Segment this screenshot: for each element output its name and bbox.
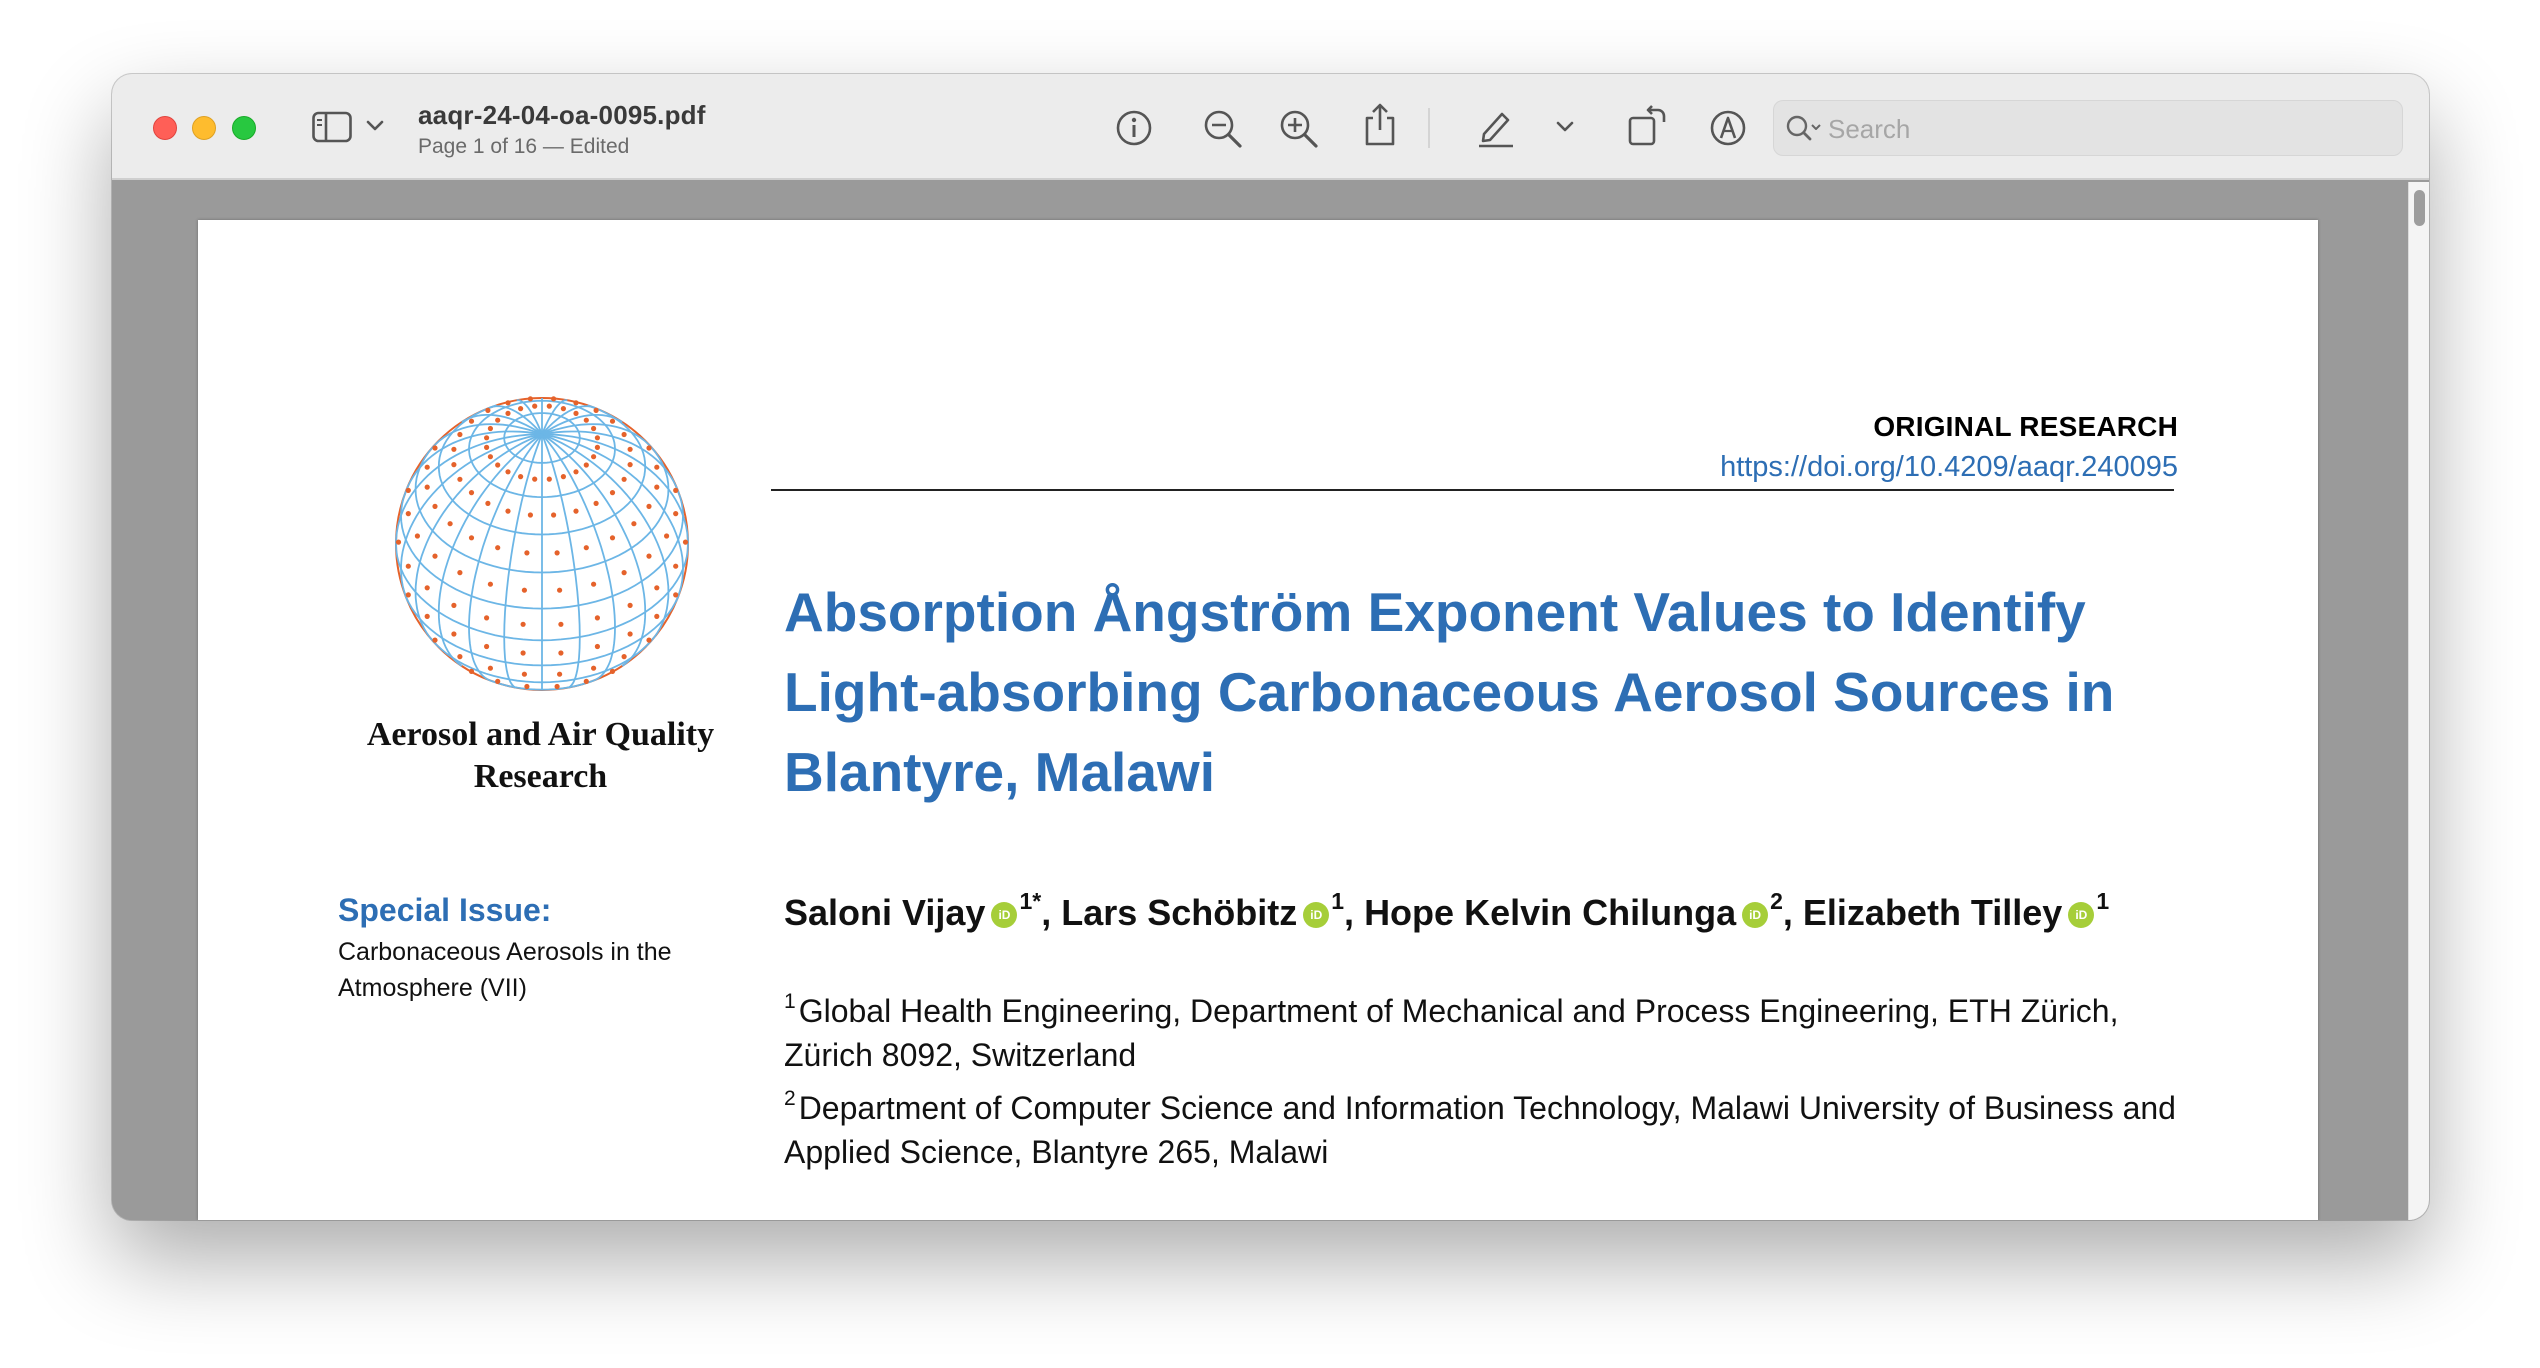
globe-dot — [591, 666, 596, 671]
markup-button[interactable] — [1708, 108, 1748, 148]
globe-dot — [425, 465, 430, 470]
zoom-in-button[interactable] — [1278, 108, 1320, 150]
globe-dot — [654, 465, 659, 470]
affiliation-number: 2 — [784, 1087, 796, 1110]
globe-dot — [495, 545, 500, 550]
globe-dot — [484, 445, 489, 450]
globe-dot — [485, 408, 490, 413]
globe-dot — [432, 504, 437, 509]
orcid-icon[interactable]: iD — [2068, 902, 2094, 928]
globe-dot — [673, 592, 678, 597]
titlebar — [112, 74, 2429, 180]
globe-dot — [469, 669, 474, 674]
globe-dot — [573, 509, 578, 514]
globe-dot — [505, 411, 510, 416]
globe-dot — [595, 445, 600, 450]
author-separator: , — [1344, 892, 1365, 933]
globe-dot — [584, 418, 589, 423]
globe-dot — [505, 509, 510, 514]
highlight-pen-icon — [1476, 106, 1516, 148]
globe-dot — [551, 512, 556, 517]
globe-dot — [591, 582, 596, 587]
affiliation-item — [784, 980, 2204, 1077]
globe-dot — [584, 545, 589, 550]
zoom-out-button[interactable] — [1202, 108, 1244, 150]
globe-dot — [631, 521, 636, 526]
article-title-line: Blantyre, Malawi — [784, 741, 1215, 803]
special-issue-title: Carbonaceous Aerosols in the Atmosphere (VII) — [338, 938, 672, 1002]
preview-window — [112, 74, 2429, 1220]
doi-link[interactable]: https://doi.org/10.4209/aaqr.240095 — [1720, 451, 2178, 483]
globe-dot — [561, 474, 566, 479]
minimize-window-button[interactable] — [192, 116, 216, 140]
journal-logo-globe — [392, 390, 692, 698]
article-title — [784, 572, 2164, 812]
chevron-down-icon — [1556, 120, 1574, 134]
author-name: Saloni Vijay — [784, 892, 986, 933]
info-icon — [1114, 108, 1154, 148]
globe-dot — [518, 406, 523, 411]
globe-dot — [457, 570, 462, 575]
affiliation-marker: 1 — [2096, 888, 2110, 914]
globe-dot — [484, 644, 489, 649]
globe-dot — [469, 535, 474, 540]
globe-dot — [521, 650, 526, 655]
orcid-icon[interactable]: iD — [1303, 902, 1329, 928]
globe-dot — [622, 570, 627, 575]
globe-dot — [610, 419, 615, 424]
markup-icon — [1708, 108, 1748, 148]
globe-dot — [646, 554, 651, 559]
affiliation-marker: 2 — [1770, 888, 1783, 914]
globe-dot — [555, 550, 560, 555]
pdf-page — [198, 220, 2318, 1220]
toolbar-separator — [1428, 108, 1430, 148]
affiliation-marker: 1 — [1331, 888, 1345, 914]
globe-dot — [524, 550, 529, 555]
globe-dot — [595, 615, 600, 620]
globe-dot — [521, 622, 526, 627]
globe-dot — [488, 666, 493, 671]
globe-dot — [591, 454, 596, 459]
globe-dot — [415, 533, 420, 538]
globe-dot — [558, 650, 563, 655]
author-separator: , — [1782, 892, 1803, 933]
close-window-button[interactable] — [153, 116, 177, 140]
sidebar-toggle-button[interactable] — [312, 111, 352, 143]
globe-dot — [610, 669, 615, 674]
globe-dot — [505, 400, 510, 405]
globe-dot — [594, 408, 599, 413]
document-title — [418, 100, 706, 159]
globe-dot — [432, 554, 437, 559]
highlight-menu-button[interactable] — [1556, 120, 1574, 134]
sidebar-menu-button[interactable] — [366, 119, 384, 133]
globe-dot — [457, 654, 462, 659]
globe-dot — [547, 477, 552, 482]
globe-dot — [522, 588, 527, 593]
globe-dot — [561, 406, 566, 411]
article-title-line: Absorption Ångström Exponent Values to Identify — [784, 581, 2086, 643]
globe-dot — [451, 631, 456, 636]
affiliation-item — [784, 1077, 2204, 1174]
globe-dot — [406, 511, 411, 516]
globe-dot — [532, 404, 537, 409]
globe-dot — [628, 603, 633, 608]
special-issue-heading: Special Issue: — [338, 892, 552, 928]
globe-dot — [425, 485, 430, 490]
globe-dot — [594, 501, 599, 506]
zoom-in-icon — [1278, 108, 1320, 150]
search-input[interactable] — [1828, 107, 2388, 151]
globe-dot — [488, 426, 493, 431]
globe-dot — [646, 504, 651, 509]
journal-name-line-2: Research — [473, 758, 608, 795]
globe-dot — [528, 396, 533, 401]
globe-dot — [683, 540, 688, 545]
article-title-line: Light-absorbing Carbonaceous Aerosol Sources in — [784, 661, 2115, 723]
vertical-scrollbar[interactable] — [2408, 182, 2429, 1220]
globe-dot — [448, 521, 453, 526]
affiliation-text: Department of Computer Science and Information Technology, Malawi University of Business and Applied Science, Blantyre 265, Malawi — [784, 1090, 2176, 1170]
search-field[interactable] — [1773, 100, 2403, 156]
globe-dot — [495, 418, 500, 423]
zoom-out-icon — [1202, 108, 1244, 150]
globe-dot — [610, 535, 615, 540]
globe-dot — [495, 679, 500, 684]
globe-dot — [524, 684, 529, 689]
globe-dot — [532, 477, 537, 482]
globe-dot — [610, 490, 615, 495]
globe-dot — [547, 404, 552, 409]
globe-dot — [457, 477, 462, 482]
affiliation-text: Global Health Engineering, Department of Mechanical and Process Engineering, ETH Zürich, Zürich 8092, Switzerland — [784, 993, 2119, 1073]
author-separator: , — [1041, 892, 1062, 933]
globe-dot — [484, 615, 489, 620]
globe-dot — [469, 490, 474, 495]
globe-dot — [557, 588, 562, 593]
globe-dot — [522, 672, 527, 677]
zoom-window-button[interactable] — [232, 116, 256, 140]
globe-dot — [595, 644, 600, 649]
globe-dot — [425, 614, 430, 619]
globe-dot — [451, 603, 456, 608]
globe-dot — [551, 396, 556, 401]
header-rule — [771, 489, 2174, 491]
journal-name-line-1: Aerosol and Air Quality — [366, 716, 715, 753]
globe-dot — [485, 501, 490, 506]
globe-dot — [406, 592, 411, 597]
globe-dot — [488, 454, 493, 459]
globe-dot — [628, 631, 633, 636]
journal-name — [348, 714, 733, 798]
globe-dot — [469, 419, 474, 424]
search-icon — [1784, 113, 1824, 150]
affiliation-marker: 1* — [1019, 888, 1042, 914]
globe-dot — [457, 432, 462, 437]
globe-dot — [628, 447, 633, 452]
globe-dot — [673, 511, 678, 516]
globe-dot — [573, 469, 578, 474]
globe-dot — [488, 582, 493, 587]
globe-dot — [646, 638, 651, 643]
globe-dot — [451, 447, 456, 452]
globe-dot — [654, 485, 659, 490]
share-button[interactable] — [1362, 102, 1398, 148]
globe-dot — [646, 445, 651, 450]
globe-dot — [622, 432, 627, 437]
globe-dot — [505, 469, 510, 474]
globe-dot — [432, 638, 437, 643]
document-viewport — [112, 182, 2429, 1220]
globe-dot — [573, 400, 578, 405]
globe-dot — [673, 488, 678, 493]
author-name: Lars Schöbitz — [1061, 892, 1298, 933]
globe-dot — [528, 512, 533, 517]
orcid-icon[interactable]: iD — [1742, 902, 1768, 928]
globe-dot — [584, 679, 589, 684]
author-list — [784, 888, 2224, 934]
globe-dot — [654, 614, 659, 619]
globe-dot — [673, 564, 678, 569]
globe-dot — [558, 622, 563, 627]
globe-dot — [518, 474, 523, 479]
affiliation-number: 1 — [784, 990, 796, 1013]
globe-dot — [622, 654, 627, 659]
page-status: Page 1 of 16 — Edited — [418, 135, 630, 158]
globe-dot — [573, 411, 578, 416]
article-type: ORIGINAL RESEARCH — [1873, 411, 2178, 442]
file-name: aaqr-24-04-oa-0095.pdf — [418, 100, 706, 130]
globe-dot — [622, 477, 627, 482]
globe-dot — [664, 533, 669, 538]
chevron-down-icon — [366, 119, 384, 133]
globe-dot — [584, 462, 589, 467]
highlight-button[interactable] — [1476, 106, 1516, 148]
globe-dot — [432, 445, 437, 450]
rotate-icon — [1626, 104, 1668, 148]
globe-dot — [396, 540, 401, 545]
author-name: Hope Kelvin Chilunga — [1364, 892, 1737, 933]
globe-dot — [484, 435, 489, 440]
orcid-icon[interactable]: iD — [991, 902, 1017, 928]
globe-dot — [557, 672, 562, 677]
globe-dot — [406, 488, 411, 493]
globe-dot — [628, 462, 633, 467]
affiliations — [784, 980, 2204, 1174]
globe-dot — [406, 564, 411, 569]
info-button[interactable] — [1114, 108, 1154, 148]
share-icon — [1362, 102, 1398, 148]
author-name: Elizabeth Tilley — [1802, 892, 2063, 933]
globe-dot — [451, 462, 456, 467]
globe-dot — [595, 435, 600, 440]
sidebar-icon — [312, 111, 352, 143]
globe-dot — [654, 585, 659, 590]
globe-dot — [591, 426, 596, 431]
rotate-button[interactable] — [1626, 104, 1668, 148]
globe-dot — [555, 684, 560, 689]
globe-dot — [495, 462, 500, 467]
scroll-thumb[interactable] — [2414, 190, 2425, 226]
globe-dot — [425, 585, 430, 590]
